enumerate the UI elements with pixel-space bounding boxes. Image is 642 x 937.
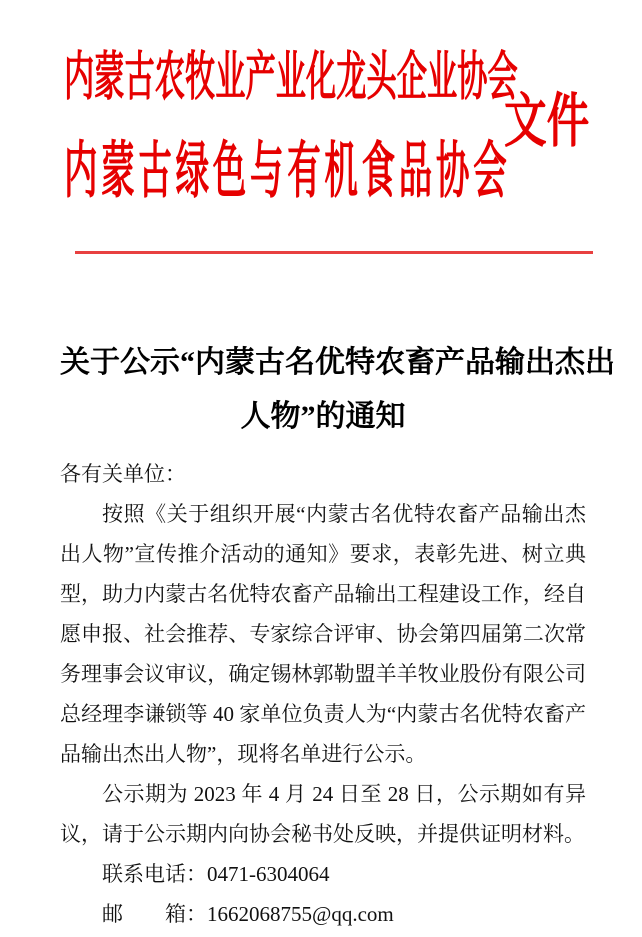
contact-phone-line <box>60 854 586 894</box>
contact-phone-label: 联系电话： <box>102 862 207 886</box>
salutation: 各有关单位： <box>60 462 186 486</box>
doc-type-label: 文件 <box>504 90 590 155</box>
contact-email-line <box>60 894 586 934</box>
notice-title-line2: 人物”的通知 <box>240 400 406 433</box>
contact-phone-number: 0471-6304064 <box>207 862 330 886</box>
org-name-secondary: 内蒙古绿色与有机食品协会 <box>64 136 511 205</box>
notice-title <box>60 336 615 444</box>
notice-text <box>60 454 586 934</box>
contact-email-address: 1662068755@qq.com <box>207 902 394 926</box>
contact-email-label: 邮 箱： <box>102 902 207 926</box>
org-name-primary: 内蒙古农牧业产业化龙头企业协会 <box>64 46 518 107</box>
body-paragraph-1: 按照《关于组织开展“内蒙古名优特农畜产品输出杰出人物”宣传推介活动的通知》要求，表彰先进、树立典型，助力内蒙古名优特农畜产品输出工程建设工作，经自愿申报、社会推荐、专家综合评审、协会第四届第二次常务理事会议审议，确定锡林郭勒盟羊羊牧业股份有限公司总经理李谦锁等 40 家单位负责人为“内蒙古名优特农畜产品输出杰出人物”，现将名单进行公示。 <box>60 502 586 766</box>
notice-title-line1: 关于公示“内蒙古名优特农畜产品输出杰出 <box>60 346 615 379</box>
body-paragraph-2: 公示期为 2023 年 4 月 24 日至 28 日，公示期如有异议，请于公示期内向协会秘书处反映，并提供证明材料。 <box>60 782 586 846</box>
